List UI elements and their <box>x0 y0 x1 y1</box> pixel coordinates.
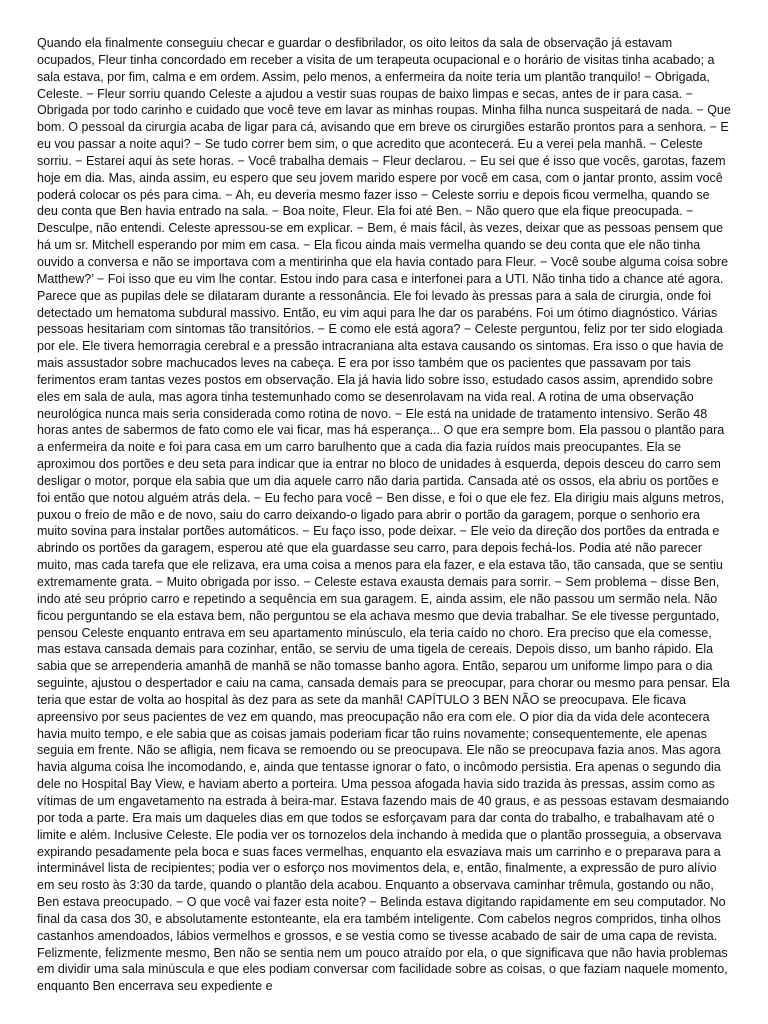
body-text: Quando ela finalmente conseguiu checar e guardar o desfibrilador, os oito leitos da sala de observação já estavam ocupados, Fleur tinha concordado em receber a visita de um terapeuta ocupacional e o horário de visitas tinha acabado; a sala estava, por fim, calma e em ordem. Assim, pelo menos, a enfermeira da noite teria um plantão tranquilo! − Obrigada, Celeste. − Fleur sorriu quando Celeste a ajudou a vestir suas roupas de baixo limpas e secas, antes de ir para casa. − Obrigada por todo carinho e cuidado que você teve em lavar as minhas roupas. Minha filha nunca suspeitará de nada. − Que bom. O pessoal da cirurgia acaba de ligar para cá, avisando que em breve os cirurgiões estarão prontos para a senhora. − E eu vou passar a noite aqui? − Se tudo correr bem sim, o que acredito que acontecerá. Eu a verei pela manhã. − Celeste sorriu. − Estarei aqui às sete horas. − Você trabalha demais − Fleur declarou. − Eu sei que é isso que vocês, garotas, fazem hoje em dia. Mas, ainda assim, eu espero que seu jovem marido espere por você em casa, com o jantar pronto, assim você poderá colocar os pés para cima. − Ah, eu deveria mesmo fazer isso − Celeste sorriu e depois ficou vermelha, quando se deu conta que Ben havia entrado na sala. − Boa noite, Fleur. Ela foi até Ben. − Não quero que ela fique preocupada. − Desculpe, não entendi. Celeste apressou-se em explicar. − Bem, é mais fácil, às vezes, deixar que as pessoas pensem que há um sr. Mitchell esperando por mim em casa. − Ela ficou ainda mais vermelha quando se deu conta que ele não tinha ouvido a conversa e não se importava com a mentirinha que ela havia contado para Fleur. − Você soube alguma coisa sobre Matthew?’ − Foi isso que eu vim lhe contar. Estou indo para casa e interfonei para a UTI. Não tinha tido a chance até agora. Parece que as pupilas dele se dilataram durante a ressonância. Ele foi levado às pressas para a sala de cirurgia, onde foi detectado um hematoma subdural massivo. Então, eu vim aqui para lhe dar os parabéns. Foi um ótimo diagnóstico. Várias pessoas hesitariam com sintomas tão transitórios. − E como ele está agora? − Celeste perguntou, feliz por ter sido elogiada por ele. Ele tivera hemorragia cerebral e a pressão intracraniana alta estava causando os sintomas. Era isso o que havia de mais assustador sobre machucados leves na cabeça. E era por isso também que os pacientes que passavam por tais ferimentos eram tantas vezes postos em observação. Ela já havia lido sobre isso, estudado casos assim, aprendido sobre eles em sala de aula, mas agora tinha testemunhado como se desenrolavam na vida real. A rotina de uma observação neurológica nunca mais seria considerada como rotina de novo. − Ele está na unidade de tratamento intensivo. Serão 48 horas antes de sabermos de fato como ele vai ficar, mas há esperança... O que era sempre bom. Ela passou o plantão para a enfermeira da noite e foi para casa em um carro barulhento que a cada dia fazia ruídos mais preocupantes. Ela se aproximou dos portões e deu seta para indicar que ia entrar no bloco de unidades à esquerda, depois desceu do carro sem desligar o motor, porque ela sabia que um dia aquele carro não daria partida. Cansada até os ossos, ela abriu os portões e foi então que notou alguém atrás dela. − Eu fecho para você − Ben disse, e foi o que ele fez. Ela dirigiu mais alguns metros, puxou o freio de mão e de novo, saiu do carro deixando-o ligado para abrir o portão da garagem, porque o senhorio era muito sovina para instalar portões automáticos. − Eu faço isso, pode deixar. − Ele veio da direção dos portões da entrada e abrindo os portões da garagem, esperou até que ela guardasse seu carro, para depois fechá-los. Podia até não parecer muito, mas cada tarefa que ele relizava, era uma coisa a menos para ela fazer, e ela estava tão, tão cansada, que se sentiu extremamente grata. − Muito obrigada por isso. − Celeste estava exausta demais para sorrir. − Sem problema − disse Ben, indo até seu próprio carro e repetindo a sequência em sua garagem. E, ainda assim, ele não passou um sermão nela. Não ficou perguntando se ela estava bem, não perguntou se ela achava mesmo que devia trabalhar. Se ele tivesse perguntado, pensou Celeste enquanto entrava em seu apartamento minúsculo, ela teria caído no choro. Era preciso que ela comesse, mas estava cansada demais para cozinhar, então, se serviu de uma tigela de cereais. Depois disso, um banho rápido. Ela sabia que se arrependeria amanhã de manhã se não tomasse banho agora. Então, separou um uniforme limpo para o dia seguinte, ajustou o despertador e caiu na cama, cansada demais para se preocupar, para chorar ou mesmo para pensar. Ela teria que estar de volta ao hospital às dez para as sete da manhã! CAPÍTULO 3 BEN NÃO se preocupava. Ele ficava apreensivo por seus pacientes de vez em quando, mas preocupação não era com ele. O pior dia da vida dele acontecera havia muito tempo, e ele sabia que as coisas jamais poderiam ficar tão ruins novamente; consequentemente, ele apenas seguia em frente. Não se afligia, nem ficava se remoendo ou se preocupava. Ele não se preocupava fazia anos. Mas agora havia alguma coisa lhe incomodando, e, ainda que tentasse ignorar o fato, o incômodo persistia. Era apenas o segundo dia dele no Hospital Bay View, e haviam aberto a porteira. Uma pessoa afogada havia sido trazida às pressas, assim como as vítimas de um engavetamento na estrada à beira-mar. Estava fazendo mais de 40 graus, e as pessoas estavam desmaiando por toda a parte. Era mais um daqueles dias em que todos se esforçavam para dar conta do trabalho, e trabalhavam até o limite e além. Inclusive Celeste. Ele podia ver os tornozelos dela inchando à medida que o plantão prosseguia, a observava expirando pesadamente pela boca e suas faces vermelhas, enquanto ela esvaziava mais um carrinho e o preparava para a interminável lista de recipientes; podia ver o esforço nos movimentos dela, e, então, finalmente, a expressão de puro alívio em seu rosto às 3:30 da tarde, quando o plantão dela acabou. Enquanto a observava caminhar trêmula, gostando ou não, Ben estava preocupado. − O que você vai fazer esta noite? − Belinda estava digitando rapidamente em seu computador. No final da casa dos 30, e absolutamente estonteante, ela era também inteligente. Com cabelos negros compridos, tinha olhos castanhos amendoados, lábios vermelhos e grossos, e se vestia como se tivesse acabado de sair de uma capa de revista. Felizmente, felizmente mesmo, Ben não se sentia nem um pouco atraído por ela, o que significava que não havia problemas em dividir uma sala minúscula e que eles podiam conversar com facilidade sobre as coisas, o que faziam naquele momento, enquanto Ben encerrava seu expediente e <box>37 36 731 994</box>
document-page <box>37 35 731 1015</box>
